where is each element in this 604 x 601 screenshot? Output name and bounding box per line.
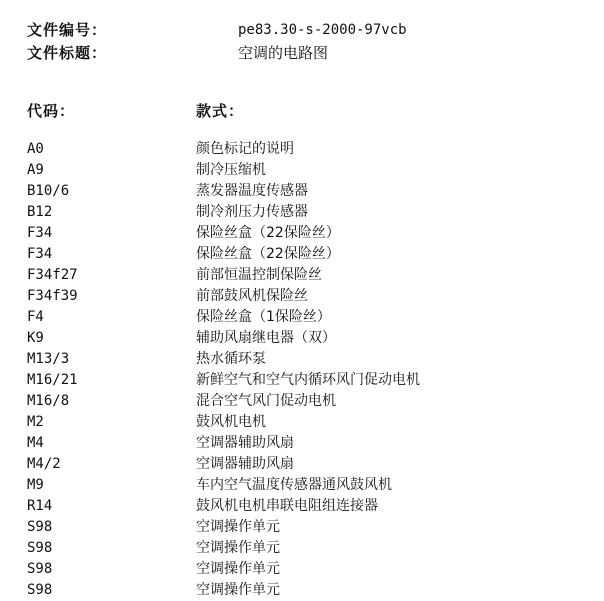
part-code: M16/8: [27, 393, 70, 409]
list-item: [0, 160, 604, 181]
part-code: R14: [27, 498, 53, 514]
part-code: S98: [27, 561, 53, 577]
list-item: [0, 223, 604, 244]
list-item: [0, 391, 604, 412]
part-code: S98: [27, 519, 53, 535]
list-item: [0, 181, 604, 202]
part-code: A9: [27, 162, 44, 178]
part-code: F4: [27, 309, 44, 325]
part-description: 热水循环泵: [196, 351, 266, 367]
part-code: B10/6: [27, 183, 70, 199]
part-description: 制冷压缩机: [196, 162, 266, 178]
list-item: [0, 454, 604, 475]
part-code: S98: [27, 540, 53, 556]
part-code: F34f27: [27, 267, 78, 283]
part-description: 前部鼓风机保险丝: [196, 288, 308, 304]
list-item: [0, 370, 604, 391]
part-code: S98: [27, 582, 53, 598]
part-description: 蒸发器温度传感器: [196, 183, 308, 199]
part-description: 保险丝盒（22保险丝）: [196, 246, 340, 262]
part-code: M2: [27, 414, 44, 430]
part-description: 鼓风机电机串联电阻组连接器: [196, 498, 378, 514]
part-description: 车内空气温度传感器通风鼓风机: [196, 477, 392, 493]
part-code: F34f39: [27, 288, 78, 304]
part-code: M4/2: [27, 456, 61, 472]
list-item: [0, 202, 604, 223]
list-item: [0, 433, 604, 454]
list-item: [0, 580, 604, 601]
part-code: F34: [27, 225, 53, 241]
part-description: 颜色标记的说明: [196, 141, 294, 157]
list-item: [0, 412, 604, 433]
part-description: 保险丝盒（22保险丝）: [196, 225, 340, 241]
file-title-label: 文件标题：: [27, 44, 108, 62]
part-code: M4: [27, 435, 44, 451]
file-number-label: 文件编号：: [27, 21, 108, 39]
list-item: [0, 349, 604, 370]
part-code: B12: [27, 204, 53, 220]
list-item: [0, 328, 604, 349]
part-code: F34: [27, 246, 53, 262]
model-column-header: 款式：: [196, 102, 245, 120]
part-code: K9: [27, 330, 44, 346]
file-number-value: pe83.30-s-2000-97vcb: [238, 22, 407, 38]
code-column-header: 代码：: [27, 102, 76, 120]
file-title-value: 空调的电路图: [238, 44, 329, 62]
list-item: [0, 244, 604, 265]
part-code: A0: [27, 141, 44, 157]
part-description: 辅助风扇继电器（双）: [196, 330, 336, 346]
part-description: 空调操作单元: [196, 519, 280, 535]
parts-list: [0, 139, 604, 601]
part-description: 鼓风机电机: [196, 414, 266, 430]
part-code: M16/21: [27, 372, 78, 388]
part-description: 制冷剂压力传感器: [196, 204, 308, 220]
list-item: [0, 475, 604, 496]
part-code: M13/3: [27, 351, 70, 367]
list-item: [0, 139, 604, 160]
part-description: 新鲜空气和空气内循环风门促动电机: [196, 372, 420, 388]
part-code: M9: [27, 477, 44, 493]
list-item: [0, 538, 604, 559]
list-item: [0, 496, 604, 517]
part-description: 空调操作单元: [196, 561, 280, 577]
list-item: [0, 286, 604, 307]
part-description: 混合空气风门促动电机: [196, 393, 336, 409]
part-description: 空调器辅助风扇: [196, 435, 294, 451]
list-item: [0, 559, 604, 580]
part-description: 保险丝盒（1保险丝）: [196, 309, 331, 325]
part-description: 空调器辅助风扇: [196, 456, 294, 472]
list-item: [0, 265, 604, 286]
list-item: [0, 307, 604, 328]
list-item: [0, 517, 604, 538]
part-description: 空调操作单元: [196, 582, 280, 598]
part-description: 前部恒温控制保险丝: [196, 267, 322, 283]
part-description: 空调操作单元: [196, 540, 280, 556]
